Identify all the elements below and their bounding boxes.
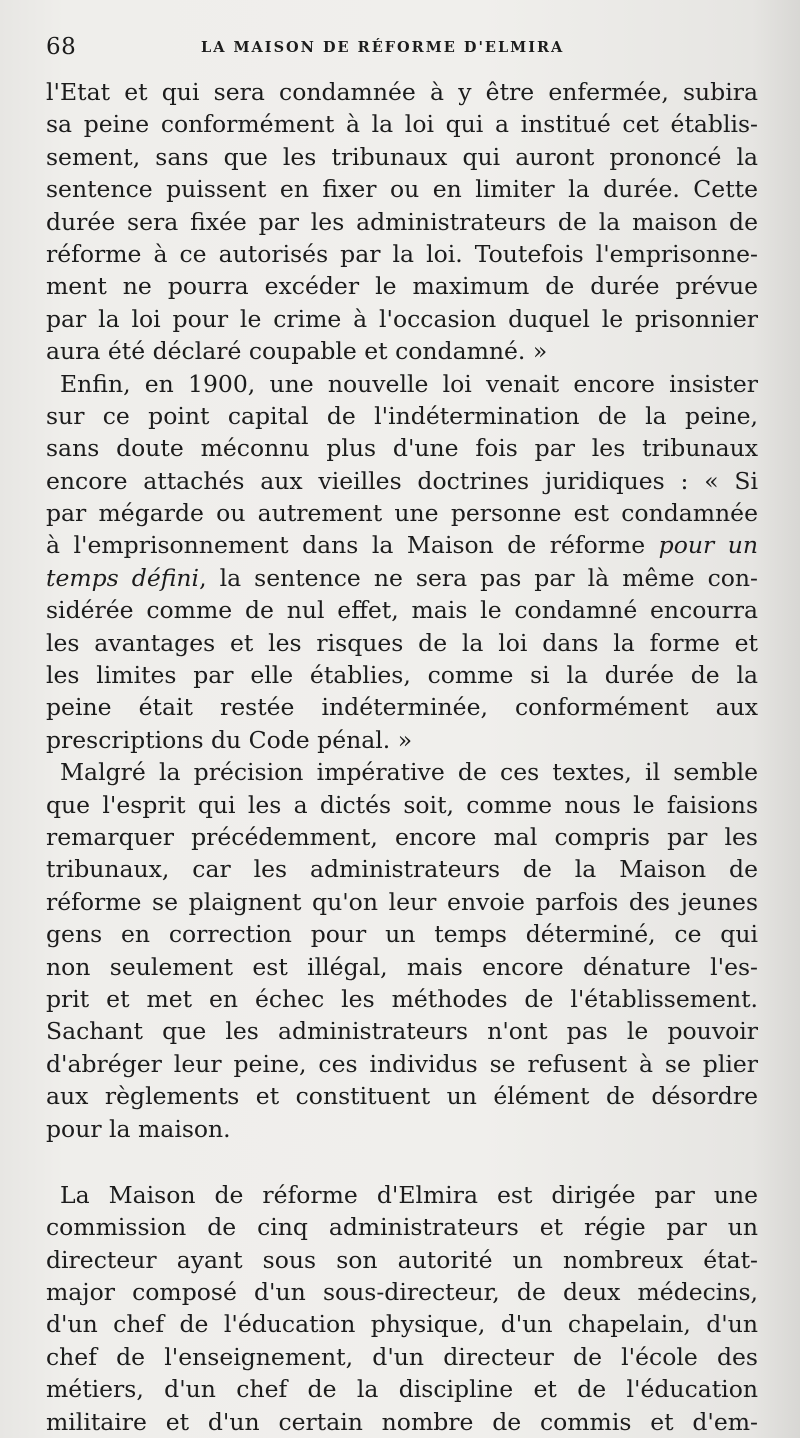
text-line: Enfin, en 1900, une nouvelle loi venait encore insister	[60, 369, 758, 398]
text-line: durée sera fixée par les administrateurs de la maison de	[46, 207, 758, 236]
text-line: Sachant que les administrateurs n'ont pas le pouvoir	[46, 1017, 758, 1046]
text-line: les avantages et les risques de la loi dans la forme et	[46, 628, 758, 657]
text-line	[46, 529, 758, 561]
text-line: que l'esprit qui les a dictés soit, comme nous le faisions	[46, 790, 758, 819]
text-line: sa peine conformément à la loi qui a institué cet établis-	[46, 110, 758, 139]
text-segment: à l'emprisonnement dans la Maison de réforme	[46, 531, 646, 560]
text-line: tribunaux, car les administrateurs de la Maison de	[46, 855, 758, 884]
page-header	[46, 34, 758, 74]
italic-text: pour un	[658, 531, 758, 560]
text-line: par la loi pour le crime à l'occasion duquel le prisonnier	[46, 304, 758, 333]
text-line: remarquer précédemment, encore mal compris par les	[46, 822, 758, 851]
text-line: peine était restée indéterminée, conformément aux	[46, 693, 758, 722]
text-line: réforme à ce autorisés par la loi. Toutefois l'emprisonne-	[46, 239, 758, 268]
text-line: sentence puissent en fixer ou en limiter la durée. Cette	[46, 175, 758, 204]
text-line: major composé d'un sous-directeur, de deux médecins,	[46, 1278, 758, 1307]
text-line: sur ce point capital de l'indétermination de la peine,	[46, 401, 758, 430]
text-line: commission de cinq administrateurs et régie par un	[46, 1213, 758, 1242]
page-number: 68	[46, 34, 77, 60]
text-line: non seulement est illégal, mais encore dénature l'es-	[46, 952, 758, 981]
text-line: directeur ayant sous son autorité un nombreux état-	[46, 1245, 758, 1274]
text-line: l'Etat et qui sera condamnée à y être enfermée, subira	[46, 78, 758, 106]
text-line: sans doute méconnu plus d'une fois par les tribunaux	[46, 434, 758, 463]
text-line: prit et met en échec les méthodes de l'établissement.	[46, 984, 758, 1013]
paragraph	[46, 368, 758, 757]
text-line	[46, 562, 758, 594]
text-line: chef de l'enseignement, d'un directeur de l'école des	[46, 1342, 758, 1371]
paragraph	[46, 76, 758, 368]
text-line: réforme se plaignent qu'on leur envoie parfois des jeunes	[46, 887, 758, 916]
text-line: militaire et d'un certain nombre de commis et d'em-	[46, 1407, 758, 1436]
text-line: sidérée comme de nul effet, mais le condamné encourra	[46, 596, 758, 625]
text-segment: , la sentence ne sera pas par là même con-	[199, 563, 758, 592]
text-line: pour la maison.	[46, 1114, 231, 1143]
text-line: Malgré la précision impérative de ces textes, il semble	[60, 758, 758, 787]
text-line: d'un chef de l'éducation physique, d'un chapelain, d'un	[46, 1310, 758, 1339]
text-line: sement, sans que les tribunaux qui auront prononcé la	[46, 142, 758, 171]
text-line: encore attachés aux vieilles doctrines juridiques : « Si	[46, 466, 758, 495]
text-line: métiers, d'un chef de la discipline et de l'éducation	[46, 1375, 758, 1404]
running-title: LA MAISON DE RÉFORME D'ELMIRA	[201, 39, 565, 56]
text-line: les limites par elle établies, comme si la durée de la	[46, 661, 758, 690]
paragraph-gap	[46, 1145, 758, 1179]
italic-text: temps défini	[46, 563, 200, 592]
text-line: ment ne pourra excéder le maximum de durée prévue	[46, 272, 758, 301]
paragraph	[46, 756, 758, 1145]
text-line: gens en correction pour un temps déterminé, ce qui	[46, 920, 758, 949]
text-line: aux règlements et constituent un élément de désordre	[46, 1082, 758, 1111]
text-line: prescriptions du Code pénal. »	[46, 725, 413, 754]
text-line: d'abréger leur peine, ces individus se refusent à se plier	[46, 1049, 758, 1078]
text-line: par mégarde ou autrement une personne est condamnée	[46, 499, 758, 528]
body-text	[46, 76, 758, 1438]
paragraph	[46, 1179, 758, 1438]
text-line: La Maison de réforme d'Elmira est dirigée par une	[60, 1180, 758, 1209]
text-line: aura été déclaré coupable et condamné. »	[46, 337, 548, 366]
